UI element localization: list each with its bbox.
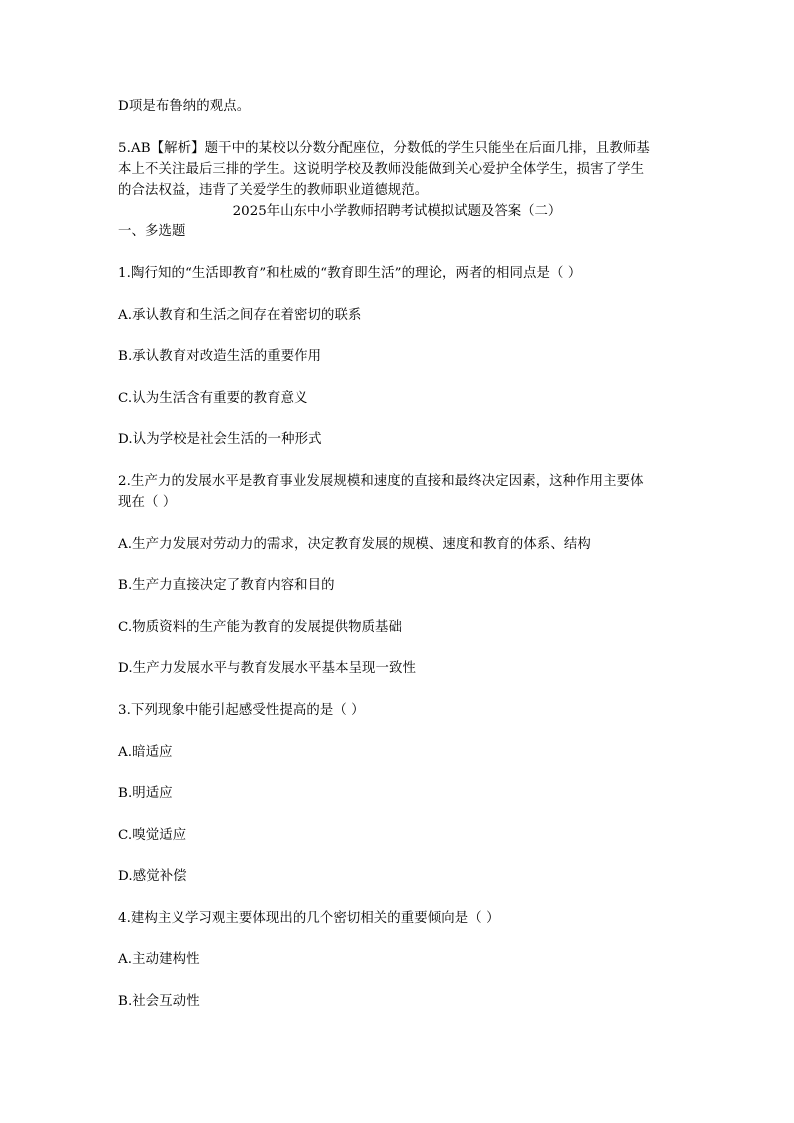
question-1-option-d: D.认为学校是社会生活的一种形式 <box>118 432 322 447</box>
answer-5-line-3: 的合法权益，违背了关爱学生的教师职业道德规范。 <box>118 183 429 198</box>
question-4-stem: 4.建构主义学习观主要体现出的几个密切相关的重要倾向是（ ） <box>118 911 500 926</box>
question-1-option-a: A.承认教育和生活之间存在着密切的联系 <box>118 308 362 323</box>
question-2-option-c: C.物质资料的生产能为教育的发展提供物质基础 <box>118 620 403 635</box>
previous-answer-note: D项是布鲁纳的观点。 <box>118 99 251 114</box>
question-3-option-b: B.明适应 <box>118 786 173 801</box>
question-1-option-c: C.认为生活含有重要的教育意义 <box>118 391 308 406</box>
answer-5-line-1: 5.AB【解析】题干中的某校以分数分配座位，分数低的学生只能坐在后面几排，且教师基 <box>118 141 650 156</box>
question-1-stem: 1.陶行知的“生活即教育”和杜威的“教育即生活”的理论，两者的相同点是（ ） <box>118 266 582 281</box>
question-2-stem-line-2: 现在（ ） <box>118 495 177 510</box>
question-2-option-d: D.生产力发展水平与教育发展水平基本呈现一致性 <box>118 661 417 676</box>
question-2-option-a: A.生产力发展对劳动力的需求，决定教育发展的规模、速度和教育的体系、结构 <box>118 537 591 552</box>
question-3-option-d: D.感觉补偿 <box>118 869 187 884</box>
question-3-stem: 3.下列现象中能引起感受性提高的是（ ） <box>118 703 365 718</box>
document-title: 2025年山东中小学教师招聘考试模拟试题及答案（二） <box>232 204 562 219</box>
question-3-option-a: A.暗适应 <box>118 745 173 760</box>
answer-5-line-2: 本上不关注最后三排的学生。这说明学校及教师没能做到关心爱护全体学生，损害了学生 <box>118 162 645 177</box>
question-1-option-b: B.承认教育对改造生活的重要作用 <box>118 349 322 364</box>
question-4-option-b: B.社会互动性 <box>118 994 200 1009</box>
question-2-stem-line-1: 2.生产力的发展水平是教育事业发展规模和速度的直接和最终决定因素，这种作用主要体 <box>118 474 644 489</box>
question-4-option-a: A.主动建构性 <box>118 952 200 967</box>
question-3-option-c: C.嗅觉适应 <box>118 828 187 843</box>
question-2-option-b: B.生产力直接决定了教育内容和目的 <box>118 578 335 593</box>
section-heading: 一、多选题 <box>118 224 186 239</box>
